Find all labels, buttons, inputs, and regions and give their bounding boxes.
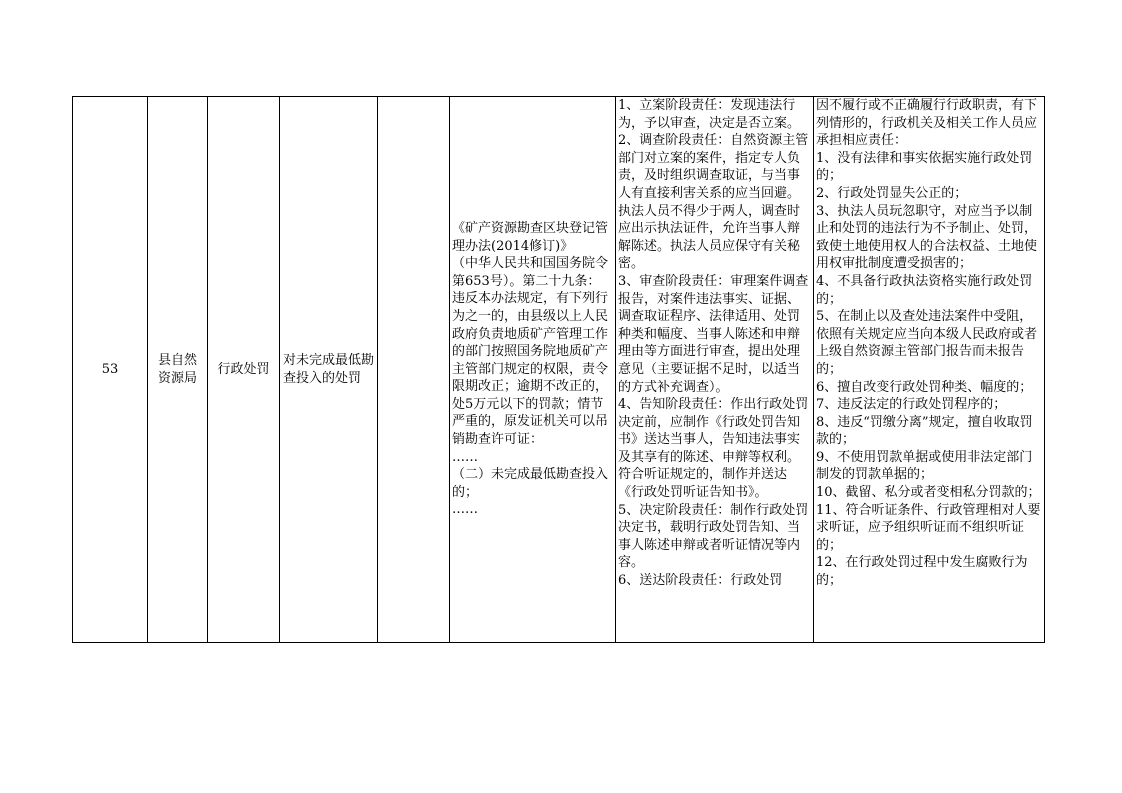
accountability-item: 9、不使用罚款单据或使用非法定部门制发的罚款单据的； bbox=[816, 449, 1033, 483]
accountability-list bbox=[816, 97, 1042, 590]
responsibility-item: 4、告知阶段责任：作出行政处罚决定前，应制作《行政处罚告知书》送达当事人，告知违法事实及其享有的陈述、申辩等权利。符合听证规定的，制作并送达《行政处罚听证告知书》。 bbox=[618, 397, 809, 501]
accountability-item: 4、不具备行政执法资格实施行政处罚的； bbox=[816, 273, 1033, 307]
responsibility-item: 3、审查阶段责任：审理案件调查报告，对案件违法事实、证据、调查取证程序、法律适用、处罚种类和幅度、当事人陈述和申辩理由等方面进行审查，提出处理意见（主要证据不足时，以适当的方式补充调查）。 bbox=[618, 273, 809, 395]
accountability-item: 5、在制止以及查处违法案件中受阻，依照有关规定应当向本级人民政府或者上级自然资源主管部门报告而未报告的； bbox=[816, 309, 1038, 377]
responsibility-item: 2、调查阶段责任：自然资源主管部门对立案的案件，指定专人负责，及时组织调查取证，与当事人有直接利害关系的应当回避。执法人员不得少于两人，调查时应出示执法证件，允许当事人辩解陈述。执法人员应保守有关秘密。 bbox=[618, 133, 809, 272]
responsibility-item: 5、决定阶段责任：制作行政处罚决定书，载明行政处罚告知、当事人陈述申辩或者听证情况等内容。 bbox=[618, 502, 809, 571]
accountability-item: 7、违反法定的行政处罚程序的； bbox=[816, 397, 1007, 413]
category-cell bbox=[208, 97, 280, 643]
legal-basis-cell bbox=[450, 97, 616, 643]
category-label: 行政处罚 bbox=[217, 361, 270, 377]
accountability-item: 因不履行或不正确履行行政职责，有下列情形的，行政机关及相关工作人员应承担相应责任： bbox=[816, 98, 1038, 149]
table-row bbox=[73, 97, 1045, 643]
item-number-cell bbox=[73, 97, 148, 643]
legal-basis-paragraph: 《矿产资源勘查区块登记管理办法(2014修订)》 bbox=[452, 220, 609, 254]
accountability-item: 12、在行政处罚过程中发生腐败行为的； bbox=[816, 555, 1028, 589]
department-name: 县自然资源局 bbox=[157, 352, 197, 386]
accountability-item: 8、违反“罚缴分离”规定，擅自收取罚款的； bbox=[816, 414, 1033, 448]
accountability-item: 11、符合听证条件、行政管理相对人要求听证，应予组织听证而不组织听证的； bbox=[816, 502, 1041, 553]
responsibility-list bbox=[618, 97, 811, 590]
legal-basis-paragraph: （中华人民共和国国务院令第653号）。第二十九条：违反本办法规定，有下列行为之一的，由县级以上人民政府负责地质矿产管理工作的部门按照国务院地质矿产主管部门规定的权限，责令限期改正；逾期不改正的，处5万元以下的罚款；情节严重的，原发证机关可以吊销勘查许可证： bbox=[452, 256, 609, 448]
sub-item-cell bbox=[378, 97, 450, 643]
item-name-cell bbox=[280, 97, 378, 643]
responsibility-cell bbox=[616, 97, 814, 643]
authority-table bbox=[72, 96, 1045, 643]
responsibility-item: 1、立案阶段责任：发现违法行为，予以审查，决定是否立案。 bbox=[618, 98, 801, 131]
accountability-cell bbox=[814, 97, 1045, 643]
item-number: 53 bbox=[101, 361, 119, 377]
legal-basis-paragraph: （二）未完成最低勘查投入的； bbox=[452, 467, 609, 500]
accountability-item: 3、执法人员玩忽职守，对应当予以制止和处罚的违法行为不予制止、处罚，致使土地使用权人的合法权益、土地使用权审批制度遭受损害的； bbox=[816, 203, 1038, 272]
legal-basis-paragraph: …… bbox=[452, 449, 478, 465]
accountability-item: 10、截留、私分或者变相私分罚款的； bbox=[816, 485, 1041, 501]
legal-basis bbox=[450, 220, 615, 519]
item-name: 对未完成最低勘查投入的处罚 bbox=[283, 352, 375, 386]
responsibility-item: 6、送达阶段责任：行政处罚 bbox=[618, 573, 783, 589]
accountability-item: 2、行政处罚显失公正的； bbox=[816, 185, 968, 201]
accountability-item: 1、没有法律和事实依据实施行政处罚的； bbox=[816, 150, 1033, 184]
accountability-item: 6、擅自改变行政处罚种类、幅度的； bbox=[816, 379, 1033, 395]
legal-basis-paragraph: …… bbox=[452, 502, 478, 518]
department-cell bbox=[148, 97, 208, 643]
